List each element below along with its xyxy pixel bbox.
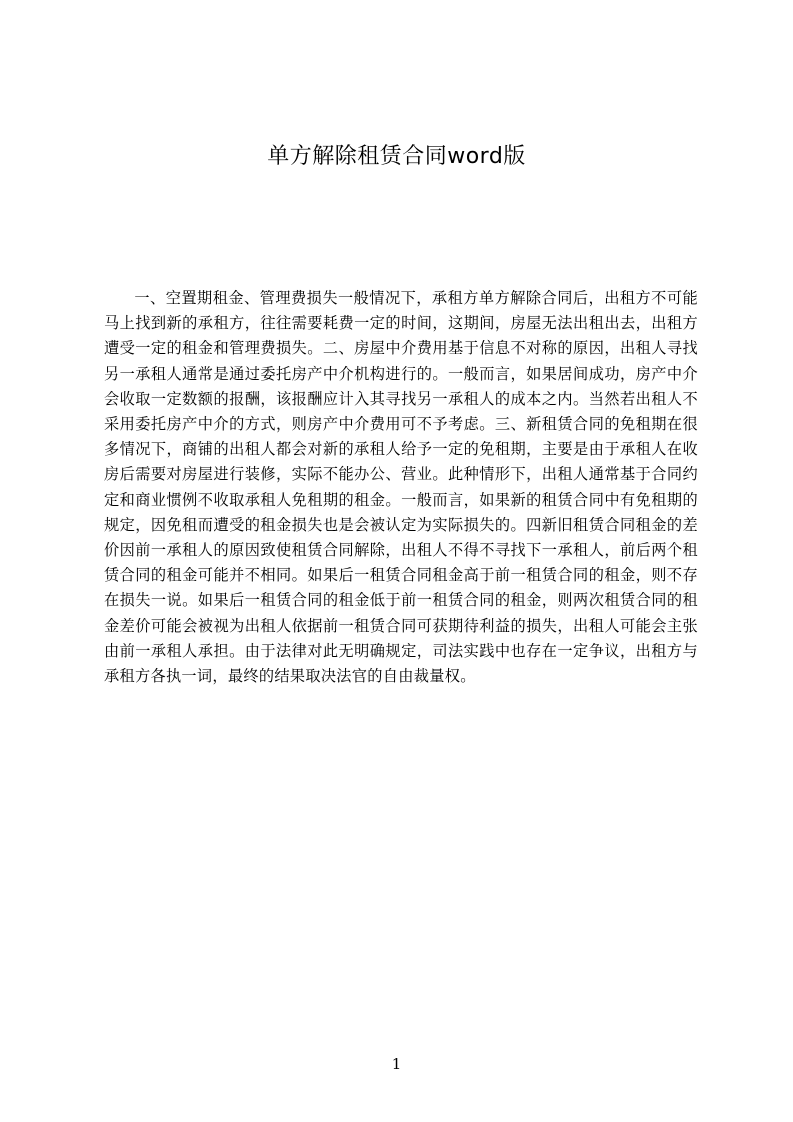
document-title: 单方解除租赁合同word版 bbox=[267, 144, 526, 169]
document-body-paragraph: 一、空置期租金、管理费损失一般情况下，承租方单方解除合同后，出租方不可能马上找到新的承租方，往往需要耗费一定的时间，这期间，房屋无法出租出去，出租方遭受一定的租金和管理费损失。二、房屋中介费用基于信息不对称的原因，出租人寻找另一承租人通常是通过委托房产中介机构进行的。一般而言，如果居间成功，房产中介会收取一定数额的报酬，该报酬应计入其寻找另一承租人的成本之内。当然若出租人不采用委托房产中介的方式，则房产中介费用可不予考虑。三、新租赁合同的免租期在很多情况下，商铺的出租人都会对新的承租人给予一定的免租期，主要是由于承租人在收房后需要对房屋进行装修，实际不能办公、营业。此种情形下，出租人通常基于合同约定和商业惯例不收取承租人免租期的租金。一般而言，如果新的租赁合同中有免租期的规定，因免租而遭受的租金损失也是会被认定为实际损失的。四新旧租赁合同租金的差价因前一承租人的原因致使租赁合同解除，出租人不得不寻找下一承租人，前后两个租赁合同的租金可能并不相同。如果后一租赁合同租金高于前一租赁合同的租金，则不存在损失一说。如果后一租赁合同的租金低于前一租赁合同的租金，则两次租赁合同的租金差价可能会被视为出租人依据前一租赁合同可获期待利益的损失，出租人可能会主张由前一承租人承担。由于法律对此无明确规定，司法实践中也存在一定争议，出租方与承租方各执一词，最终的结果取决法官的自由裁量权。 bbox=[104, 289, 698, 686]
page-number: 1 bbox=[391, 1055, 402, 1073]
